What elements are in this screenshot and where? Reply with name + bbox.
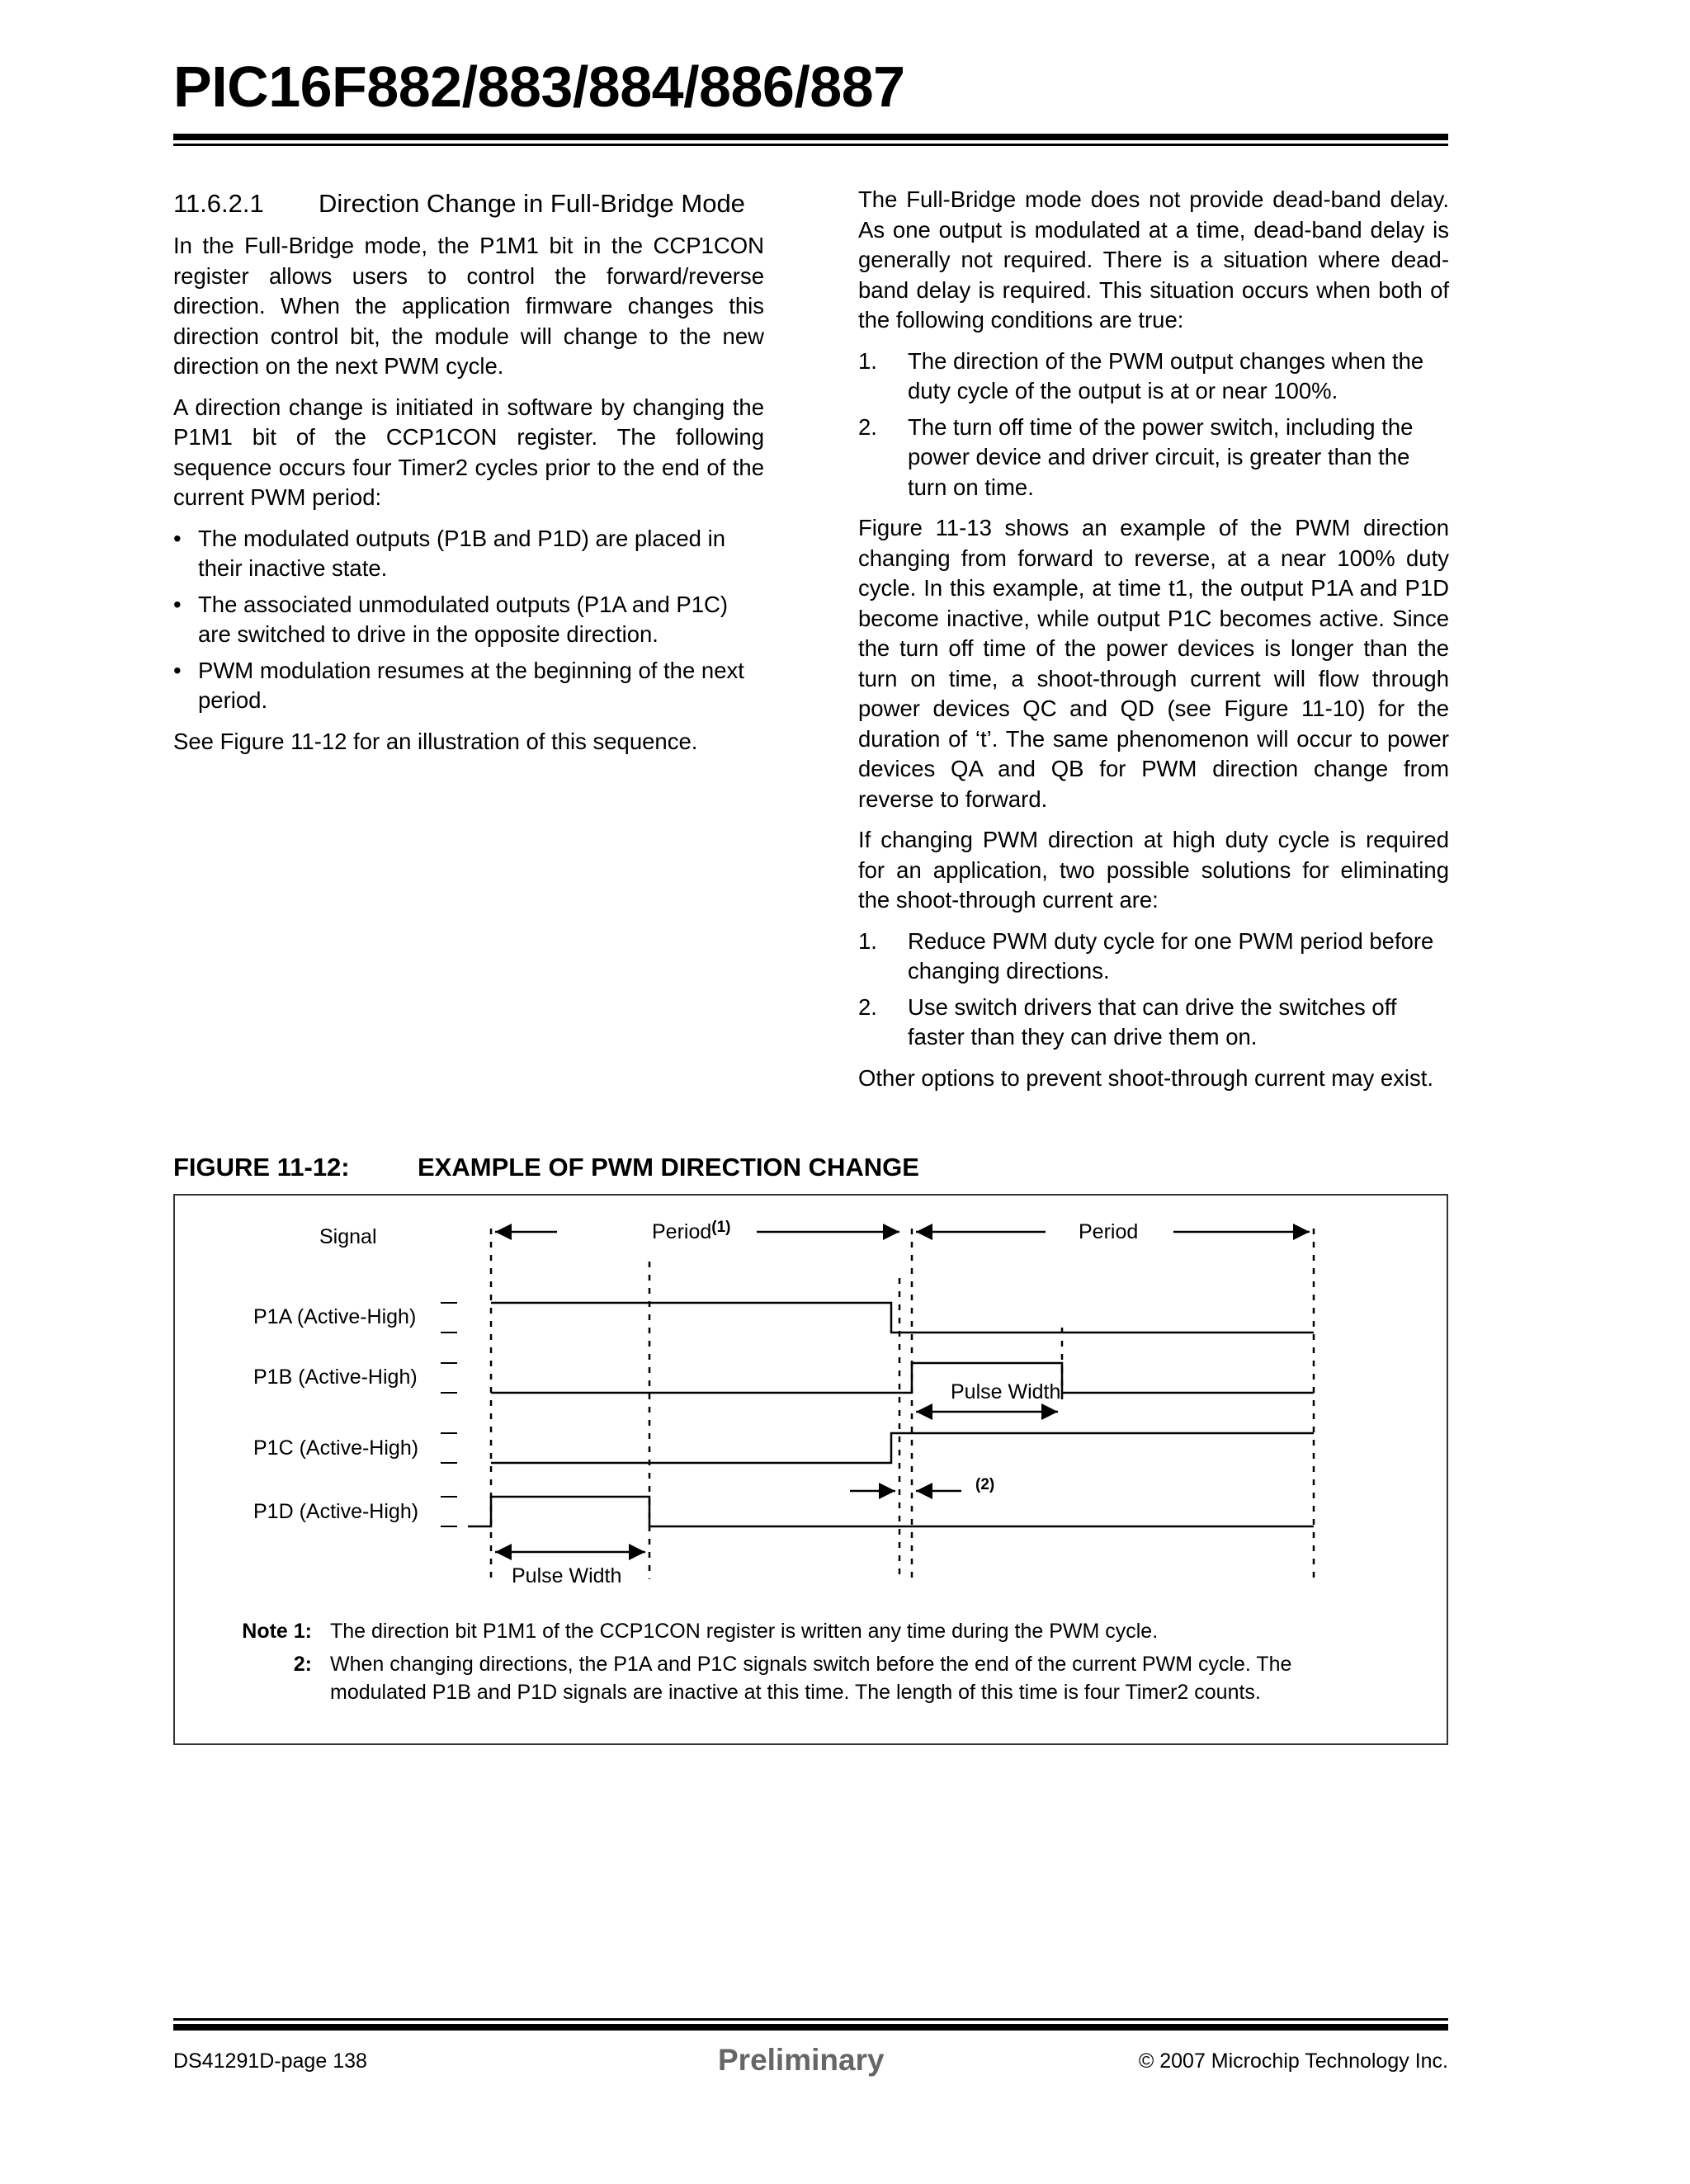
list-item-text: The direction of the PWM output changes when the duty cycle of the output is at or near 100%. <box>908 347 1424 403</box>
header-rule-thick <box>173 134 1448 140</box>
waveform-p1c <box>491 1433 1314 1463</box>
bullet-marker: • <box>173 657 182 683</box>
figure-number: FIGURE 11-12: <box>173 1153 350 1182</box>
paragraph: The Full-Bridge mode does not provide dead-band delay. As one output is modulated at a time, dead-band delay is generally not required. There is a situation where dead-band delay is required. This situation occurs when both of the following conditions are true: <box>858 186 1449 333</box>
right-column <box>858 185 1449 1104</box>
note-1 <box>227 1617 1481 1645</box>
paragraph: If changing PWM direction at high duty cycle is required for an application, two possible solutions for eliminating the shoot-through current are: <box>858 827 1449 913</box>
list-item <box>858 413 1449 503</box>
pulse-width-label-p1b: Pulse Width <box>951 1380 1061 1403</box>
paragraph: Figure 11-13 shows an example of the PWM direction changing from forward to reverse, at a near 100% duty cycle. In this example, at time t1, the output P1A and P1D become inactive, while output P1C becomes active. Since the turn off time of the power devices is longer than the turn on time, a shoot-through current will flow through power devices QC and QD (see Figure 11-10) for the duration of ‘t’. The same phenomenon will occur to power devices QA and QB for PWM direction change from reverse to forward. <box>858 515 1449 812</box>
section-title: Direction Change in Full-Bridge Mode <box>319 189 745 218</box>
signal-label-p1d: P1D (Active-High) <box>253 1500 419 1523</box>
footer-rule-thin <box>173 2018 1448 2021</box>
section-number: 11.6.2.1 <box>173 189 264 218</box>
waveform-p1b <box>491 1363 1314 1393</box>
list-item <box>173 656 764 716</box>
list-item <box>173 590 764 650</box>
section-heading <box>173 188 764 219</box>
note-text: The direction bit P1M1 of the CCP1CON register is written any time during the PWM cycle. <box>330 1620 1159 1643</box>
note2-marker: (2) <box>975 1476 995 1493</box>
signal-header: Signal <box>319 1225 377 1248</box>
header-rule-thin <box>173 144 1448 146</box>
period1-label: Period$^{(1)}$ <box>652 1219 731 1243</box>
list-item <box>858 993 1449 1053</box>
bullet-marker: • <box>173 591 182 617</box>
waveform-p1a <box>491 1303 1314 1333</box>
figure-title: EXAMPLE OF PWM DIRECTION CHANGE <box>418 1153 919 1182</box>
list-item <box>858 347 1449 407</box>
note-text: When changing directions, the P1A and P1C signals switch before the end of the current PWM cycle. The modulated P1B and P1D signals are inactive at this time. The length of this time is four Timer2 counts. <box>330 1653 1292 1704</box>
list-item-text: The modulated outputs (P1B and P1D) are placed in their inactive state. <box>198 525 725 581</box>
figure-caption <box>173 1153 919 1182</box>
paragraph: In the Full-Bridge mode, the P1M1 bit in the CCP1CON register allows users to control the forward/reverse direction. When the application firmware changes this direction control bit, the module will change to the new direction on the next PWM cycle. <box>173 233 764 379</box>
left-column <box>173 188 764 767</box>
list-item-text: Reduce PWM duty cycle for one PWM period before changing directions. <box>908 927 1434 984</box>
paragraph: A direction change is initiated in software by changing the P1M1 bit of the CCP1CON register. The following sequence occurs four Timer2 cycles prior to the end of the current PWM period: <box>173 394 764 510</box>
list-item <box>858 927 1449 987</box>
pulse-width-label-p1d: Pulse Width <box>512 1564 622 1587</box>
document-title: PIC16F882/883/884/886/887 <box>173 54 905 119</box>
figure-notes <box>227 1617 1481 1706</box>
signal-label-p1a: P1A (Active-High) <box>253 1305 417 1328</box>
signal-label-p1c: P1C (Active-High) <box>253 1436 419 1460</box>
paragraph: See Figure 11-12 for an illustration of this sequence. <box>173 728 698 754</box>
list-number: 2. <box>858 993 877 1020</box>
signal-label-p1b: P1B (Active-High) <box>253 1366 418 1389</box>
list-number: 1. <box>858 347 877 374</box>
footer-rule-thick <box>173 2024 1448 2031</box>
paragraph: Other options to prevent shoot-through current may exist. <box>858 1064 1434 1091</box>
waveform-p1d <box>468 1497 1314 1526</box>
numbered-list <box>858 347 1449 503</box>
bullet-list <box>173 524 764 716</box>
note-label: 2: <box>293 1653 312 1676</box>
note-2 <box>227 1650 1481 1706</box>
list-number: 1. <box>858 927 877 954</box>
list-item-text: PWM modulation resumes at the beginning of the next period. <box>198 657 744 713</box>
bullet-marker: • <box>173 525 182 551</box>
numbered-list <box>858 927 1449 1053</box>
list-item-text: The turn off time of the power switch, including the power device and driver circuit, is greater than the turn on time. <box>908 413 1414 500</box>
list-item-text: The associated unmodulated outputs (P1A and P1C) are switched to drive in the opposite direction. <box>198 591 729 647</box>
list-number: 2. <box>858 413 877 440</box>
figure-box <box>173 1194 1448 1745</box>
level-ticks <box>441 1303 457 1526</box>
preliminary-label: Preliminary <box>718 2043 885 2077</box>
list-item-text: Use switch drivers that can drive the switches off faster than they can drive them on. <box>908 993 1397 1050</box>
page-number: DS41291D-page 138 <box>173 2050 367 2073</box>
copyright: © 2007 Microchip Technology Inc. <box>1138 2050 1448 2073</box>
period2-label: Period <box>1079 1220 1139 1243</box>
note-label: Note 1: <box>242 1620 312 1643</box>
list-item <box>173 524 764 584</box>
